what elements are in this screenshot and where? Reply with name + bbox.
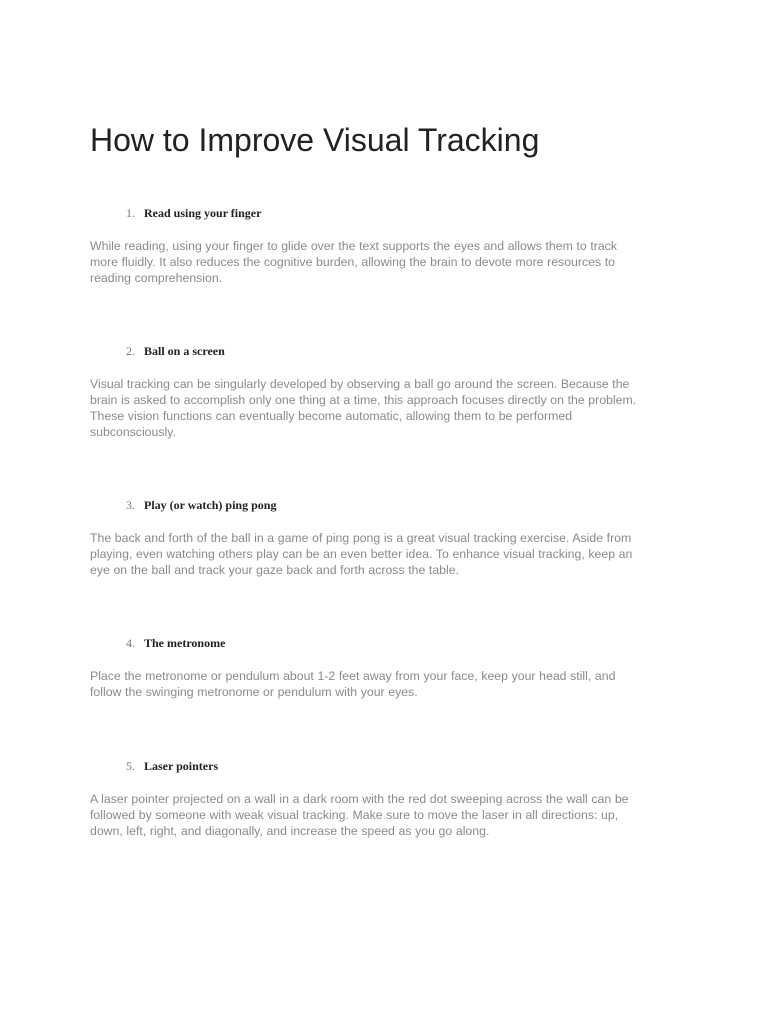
paragraph-line: subconsciously. [90, 425, 176, 439]
section-paragraph-3 [90, 530, 678, 578]
section-paragraph-5 [90, 791, 678, 839]
paragraph-line: follow the swinging metronome or pendulum with your eyes. [90, 685, 418, 699]
paragraph-line: Visual tracking can be singularly developed by observing a ball go around the screen. Because the [90, 377, 630, 391]
paragraph-line: Place the metronome or pendulum about 1-2 feet away from your face, keep your head still, and [90, 669, 616, 683]
section-heading-label: The metronome [144, 636, 226, 650]
section-heading-4 [90, 635, 225, 651]
section-heading-label: Read using your finger [144, 206, 262, 220]
section-number: 4. [126, 636, 135, 650]
paragraph-line: reading comprehension. [90, 271, 223, 285]
section-paragraph-1 [90, 238, 678, 286]
paragraph-line: brain is asked to accomplish only one thing at a time, this approach focuses directly on the problem. [90, 393, 637, 407]
section-heading-3 [90, 497, 276, 513]
section-heading-1 [90, 205, 261, 221]
paragraph-line: The back and forth of the ball in a game of ping pong is a great visual tracking exercise. Aside from [90, 531, 632, 545]
paragraph-line: These vision functions can eventually become automatic, allowing them to be performed [90, 409, 573, 423]
section-number: 2. [126, 344, 135, 358]
section-heading-2 [90, 343, 225, 359]
paragraph-line: eye on the ball and track your gaze back and forth across the table. [90, 563, 459, 577]
section-paragraph-4 [90, 668, 678, 700]
section-number: 3. [126, 498, 135, 512]
paragraph-line: down, left, right, and diagonally, and increase the speed as you go along. [90, 824, 490, 838]
paragraph-line: playing, even watching others play can be an even better idea. To enhance visual tracking, keep an [90, 547, 633, 561]
section-number: 5. [126, 759, 135, 773]
page-title: How to Improve Visual Tracking [90, 122, 540, 158]
section-heading-5 [90, 758, 218, 774]
section-heading-label: Ball on a screen [144, 344, 225, 358]
section-heading-label: Laser pointers [144, 759, 219, 773]
section-paragraph-2 [90, 376, 678, 440]
paragraph-line: more fluidly. It also reduces the cognitive burden, allowing the brain to devote more resources to [90, 255, 615, 269]
paragraph-line: While reading, using your finger to glide over the text supports the eyes and allows them to track [90, 239, 617, 253]
section-heading-label: Play (or watch) ping pong [144, 498, 277, 512]
paragraph-line: followed by someone with weak visual tracking. Make sure to move the laser in all directions: up, [90, 808, 619, 822]
section-number: 1. [126, 206, 135, 220]
paragraph-line: A laser pointer projected on a wall in a dark room with the red dot sweeping across the wall can be [90, 792, 629, 806]
